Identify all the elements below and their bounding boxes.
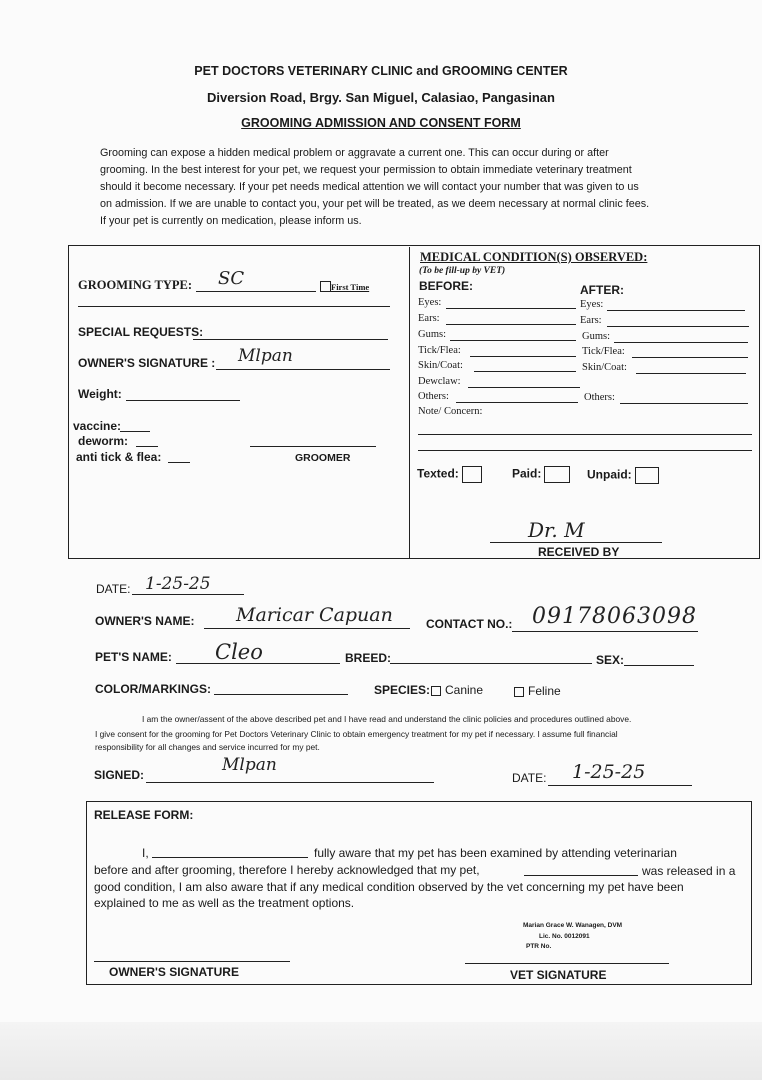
after-label: AFTER: bbox=[580, 283, 624, 297]
before-gums-line[interactable] bbox=[450, 340, 576, 341]
clinic-name: PET DOCTORS VETERINARY CLINIC and GROOMING CENTER bbox=[194, 64, 568, 78]
owner-name-label: OWNER'S NAME: bbox=[95, 614, 195, 628]
after-skin-label: Skin/Coat: bbox=[582, 362, 627, 373]
release-line2a: before and after grooming, therefore I hereby acknowledged that my pet, bbox=[94, 863, 480, 877]
owner-name-value[interactable]: Maricar Capuan bbox=[236, 604, 393, 626]
groomer-line bbox=[250, 446, 376, 447]
sex-line[interactable] bbox=[624, 665, 694, 666]
received-by-label: RECEIVED BY bbox=[538, 545, 620, 559]
date-label: DATE: bbox=[96, 582, 131, 596]
texted-checkbox[interactable] bbox=[462, 466, 482, 483]
after-tick-line[interactable] bbox=[632, 357, 748, 358]
paid-field bbox=[512, 466, 570, 483]
vaccine-label: vaccine: bbox=[73, 419, 122, 433]
before-skin-line[interactable] bbox=[474, 371, 576, 372]
feline-option[interactable] bbox=[514, 684, 561, 698]
before-tick-line[interactable] bbox=[470, 356, 576, 357]
intro-line: on admission. If we are unable to contact you, your pet will be treated, as we deem necessary at normal clinic fees. bbox=[100, 198, 650, 210]
intro-line: If your pet is currently on medication, please inform us. bbox=[100, 215, 362, 227]
release-i-label: I, bbox=[142, 846, 149, 860]
pet-name-value[interactable]: Cleo bbox=[215, 640, 263, 664]
special-requests-line bbox=[193, 339, 388, 340]
sex-label: SEX: bbox=[596, 653, 625, 667]
weight-label: Weight: bbox=[78, 387, 122, 401]
feline-checkbox[interactable] bbox=[514, 687, 524, 697]
signed-value[interactable]: Mlpan bbox=[222, 755, 277, 775]
grooming-extra-line bbox=[78, 306, 390, 307]
unpaid-checkbox[interactable] bbox=[635, 467, 659, 484]
before-tick-label: Tick/Flea: bbox=[418, 345, 461, 356]
groomer-label: GROOMER bbox=[295, 452, 351, 464]
antitick-line bbox=[168, 462, 190, 463]
intro-paragraph bbox=[100, 145, 710, 230]
antitick-label: anti tick & flea: bbox=[76, 450, 162, 464]
note-line-1[interactable] bbox=[418, 434, 752, 435]
release-line2b: was released in a bbox=[642, 864, 736, 878]
release-owner-sig-label: OWNER'S SIGNATURE bbox=[109, 965, 239, 979]
date-value[interactable]: 1-25-25 bbox=[145, 574, 211, 594]
owner-signature-label: OWNER'S SIGNATURE : bbox=[78, 356, 216, 370]
paid-label: Paid: bbox=[512, 466, 542, 481]
before-gums-label: Gums: bbox=[418, 329, 447, 340]
before-dewclaw-label: Dewclaw: bbox=[418, 376, 461, 387]
breed-line[interactable] bbox=[390, 663, 592, 664]
release-line3: good condition, I am also aware that if any medical condition observed by the vet concerning my pet have been bbox=[94, 880, 684, 894]
after-gums-line[interactable] bbox=[614, 342, 748, 343]
deworm-label: deworm: bbox=[78, 434, 129, 448]
texted-label: Texted: bbox=[417, 466, 459, 481]
date-line bbox=[132, 594, 244, 595]
intro-line: grooming. In the best interest for your pet, we request your permission to obtain immediate veterinary treatment bbox=[100, 164, 632, 176]
scan-edge bbox=[0, 1022, 762, 1080]
note-label: Note/ Concern: bbox=[418, 406, 483, 417]
after-others-line[interactable] bbox=[620, 403, 748, 404]
unpaid-field bbox=[587, 467, 659, 484]
after-ears-label: Ears: bbox=[580, 315, 602, 326]
consent-date-value[interactable]: 1-25-25 bbox=[572, 761, 646, 783]
signed-line bbox=[146, 782, 434, 783]
paid-checkbox[interactable] bbox=[544, 466, 570, 483]
color-line[interactable] bbox=[214, 694, 348, 695]
received-signature[interactable]: Dr. M bbox=[528, 518, 585, 542]
medical-title: MEDICAL CONDITION(S) OBSERVED: bbox=[420, 250, 648, 264]
grooming-type-value[interactable]: SC bbox=[218, 268, 245, 289]
consent-line: I give consent for the grooming for Pet Doctors Veterinary Clinic to obtain emergency treatment for my pet if necessary. I assume full financial bbox=[95, 729, 618, 739]
vaccine-line bbox=[120, 431, 150, 432]
after-eyes-label: Eyes: bbox=[580, 299, 604, 310]
consent-date-label: DATE: bbox=[512, 771, 547, 785]
breed-label: BREED: bbox=[345, 651, 392, 665]
intro-line: should it become necessary. If your pet needs medical attention we will contact your number that was given to us bbox=[100, 181, 639, 193]
consent-line: I am the owner/assent of the above described pet and I have read and understand the clinic policies and procedures outlined above. bbox=[142, 714, 632, 724]
after-eyes-line[interactable] bbox=[607, 310, 745, 311]
release-owner-sig-line[interactable] bbox=[94, 961, 290, 962]
consent-date-line bbox=[548, 785, 692, 786]
clinic-address: Diversion Road, Brgy. San Miguel, Calasiao, Pangasinan bbox=[207, 90, 555, 105]
before-others-label: Others: bbox=[418, 391, 449, 402]
vet-stamp-ptr: PTR No. bbox=[526, 943, 552, 950]
before-others-line[interactable] bbox=[456, 402, 578, 403]
after-gums-label: Gums: bbox=[582, 331, 611, 342]
first-time-label: First Time bbox=[331, 282, 370, 292]
after-others-label: Others: bbox=[584, 392, 615, 403]
after-ears-line[interactable] bbox=[607, 326, 749, 327]
owner-name-line bbox=[204, 628, 410, 629]
before-ears-label: Ears: bbox=[418, 313, 440, 324]
vet-stamp-name: Marian Grace W. Wanagen, DVM bbox=[523, 922, 623, 929]
before-eyes-label: Eyes: bbox=[418, 297, 442, 308]
grooming-type-label: GROOMING TYPE: bbox=[78, 278, 193, 292]
contact-line bbox=[512, 631, 698, 632]
release-pet-line[interactable] bbox=[524, 875, 638, 876]
vet-stamp-license: Lic. No. 0012091 bbox=[539, 933, 590, 940]
deworm-line bbox=[136, 446, 158, 447]
release-vet-sig-label: VET SIGNATURE bbox=[510, 968, 607, 982]
species-label: SPECIES: bbox=[374, 683, 431, 697]
after-skin-line[interactable] bbox=[636, 373, 746, 374]
unpaid-label: Unpaid: bbox=[587, 467, 632, 482]
contact-label: CONTACT NO.: bbox=[426, 617, 513, 631]
canine-label: Canine bbox=[445, 683, 484, 697]
first-time-checkbox[interactable] bbox=[320, 281, 331, 292]
before-skin-label: Skin/Coat: bbox=[418, 360, 463, 371]
release-line1: fully aware that my pet has been examined by attending veterinarian bbox=[314, 846, 677, 860]
form-title: GROOMING ADMISSION AND CONSENT FORM bbox=[241, 116, 521, 130]
canine-option[interactable] bbox=[431, 683, 483, 697]
owner-signature-value[interactable]: Mlpan bbox=[238, 346, 293, 366]
before-eyes-line[interactable] bbox=[446, 308, 576, 309]
panel-divider bbox=[409, 247, 410, 558]
feline-label: Feline bbox=[528, 684, 561, 698]
signed-label: SIGNED: bbox=[94, 768, 145, 782]
special-requests-label: SPECIAL REQUESTS: bbox=[78, 325, 204, 339]
note-line-2[interactable] bbox=[418, 450, 752, 451]
before-label: BEFORE: bbox=[419, 279, 473, 293]
before-ears-line[interactable] bbox=[446, 324, 576, 325]
release-name-line[interactable] bbox=[152, 857, 308, 858]
weight-line bbox=[126, 400, 240, 401]
contact-value[interactable]: 09178063098 bbox=[532, 604, 697, 629]
before-dewclaw-line[interactable] bbox=[468, 387, 580, 388]
release-line4: explained to me as well as the treatment options. bbox=[94, 896, 355, 910]
grooming-type-line bbox=[196, 291, 316, 292]
release-title: RELEASE FORM: bbox=[94, 808, 194, 822]
owner-signature-line bbox=[216, 369, 390, 370]
color-label: COLOR/MARKINGS: bbox=[95, 682, 211, 696]
release-vet-sig-line[interactable] bbox=[465, 963, 669, 964]
received-line bbox=[490, 542, 662, 543]
medical-subtitle: (To be fill-up by VET) bbox=[419, 266, 506, 276]
intro-line: Grooming can expose a hidden medical problem or aggravate a current one. This can occur during or after bbox=[100, 147, 609, 159]
canine-checkbox[interactable] bbox=[431, 686, 441, 696]
consent-line: responsibility for all changes and service incurred for my pet. bbox=[95, 742, 320, 752]
pet-name-label: PET'S NAME: bbox=[95, 650, 172, 664]
texted-field bbox=[417, 466, 482, 483]
after-tick-label: Tick/Flea: bbox=[582, 346, 625, 357]
